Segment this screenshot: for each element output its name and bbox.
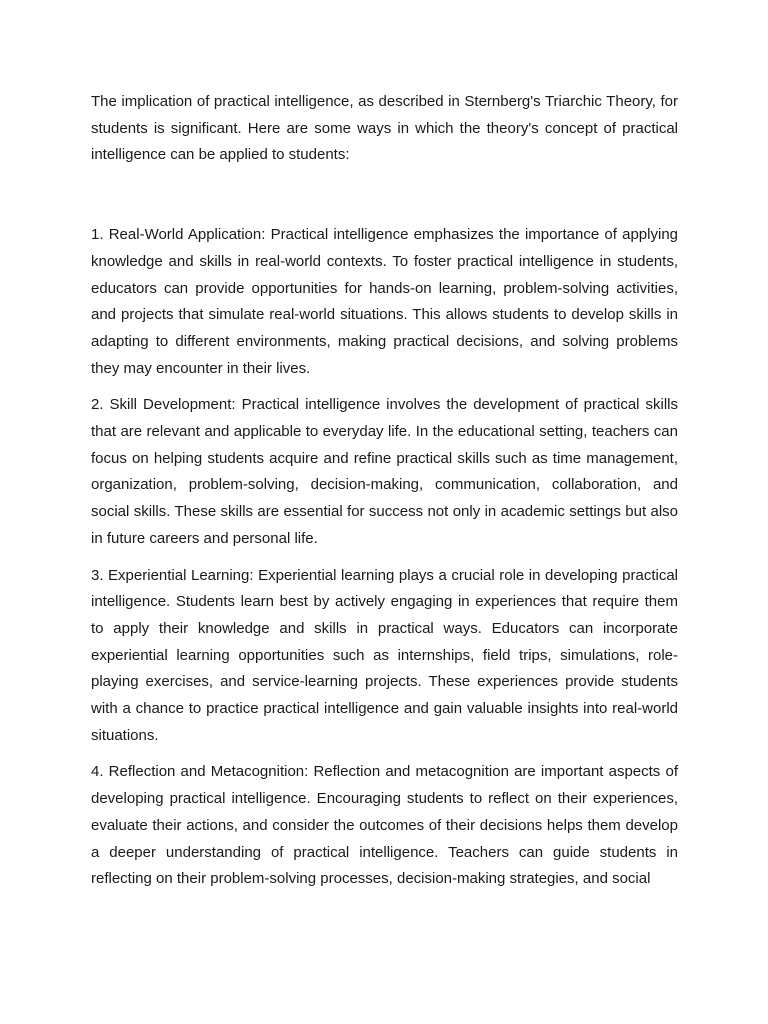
point-reflection-metacognition: 4. Reflection and Metacognition: Reflection and metacognition are important aspects of developing practical intelligence. Encouraging students to reflect on their experiences, evaluate their actions, and consider the outcomes of their decisions helps them develop a deeper understanding of practical intelligence. Teachers can guide students in reflecting on their problem-solving processes, decision-making strategies, and social <box>91 763 678 888</box>
point-real-world-application: 1. Real-World Application: Practical intelligence emphasizes the importance of applying knowledge and skills in real-world contexts. To foster practical intelligence in students, educators can provide opportunities for hands-on learning, problem-solving activities, and projects that simulate real-world situations. This allows students to develop skills in adapting to different environments, making practical decisions, and solving problems they may encounter in their lives. <box>91 226 678 377</box>
document-body <box>91 89 678 903</box>
intro-paragraph: The implication of practical intelligence, as described in Sternberg's Triarchic Theory, for students is significant. Here are some ways in which the theory's concept of practical intelligence can be applied to students: <box>91 93 678 164</box>
point-skill-development: 2. Skill Development: Practical intelligence involves the development of practical skills that are relevant and applicable to everyday life. In the educational setting, teachers can focus on helping students acquire and refine practical skills such as time management, organization, problem-solving, decision-making, communication, collaboration, and social skills. These skills are essential for success not only in academic settings but also in future careers and personal life. <box>91 396 678 547</box>
point-experiential-learning: 3. Experiential Learning: Experiential learning plays a crucial role in developing practical intelligence. Students learn best by actively engaging in experiences that require them to apply their knowledge and skills in practical ways. Educators can incorporate experiential learning opportunities such as internships, field trips, simulations, role-playing exercises, and service-learning projects. These experiences provide students with a chance to practice practical intelligence and gain valuable insights into real-world situations. <box>91 566 678 744</box>
